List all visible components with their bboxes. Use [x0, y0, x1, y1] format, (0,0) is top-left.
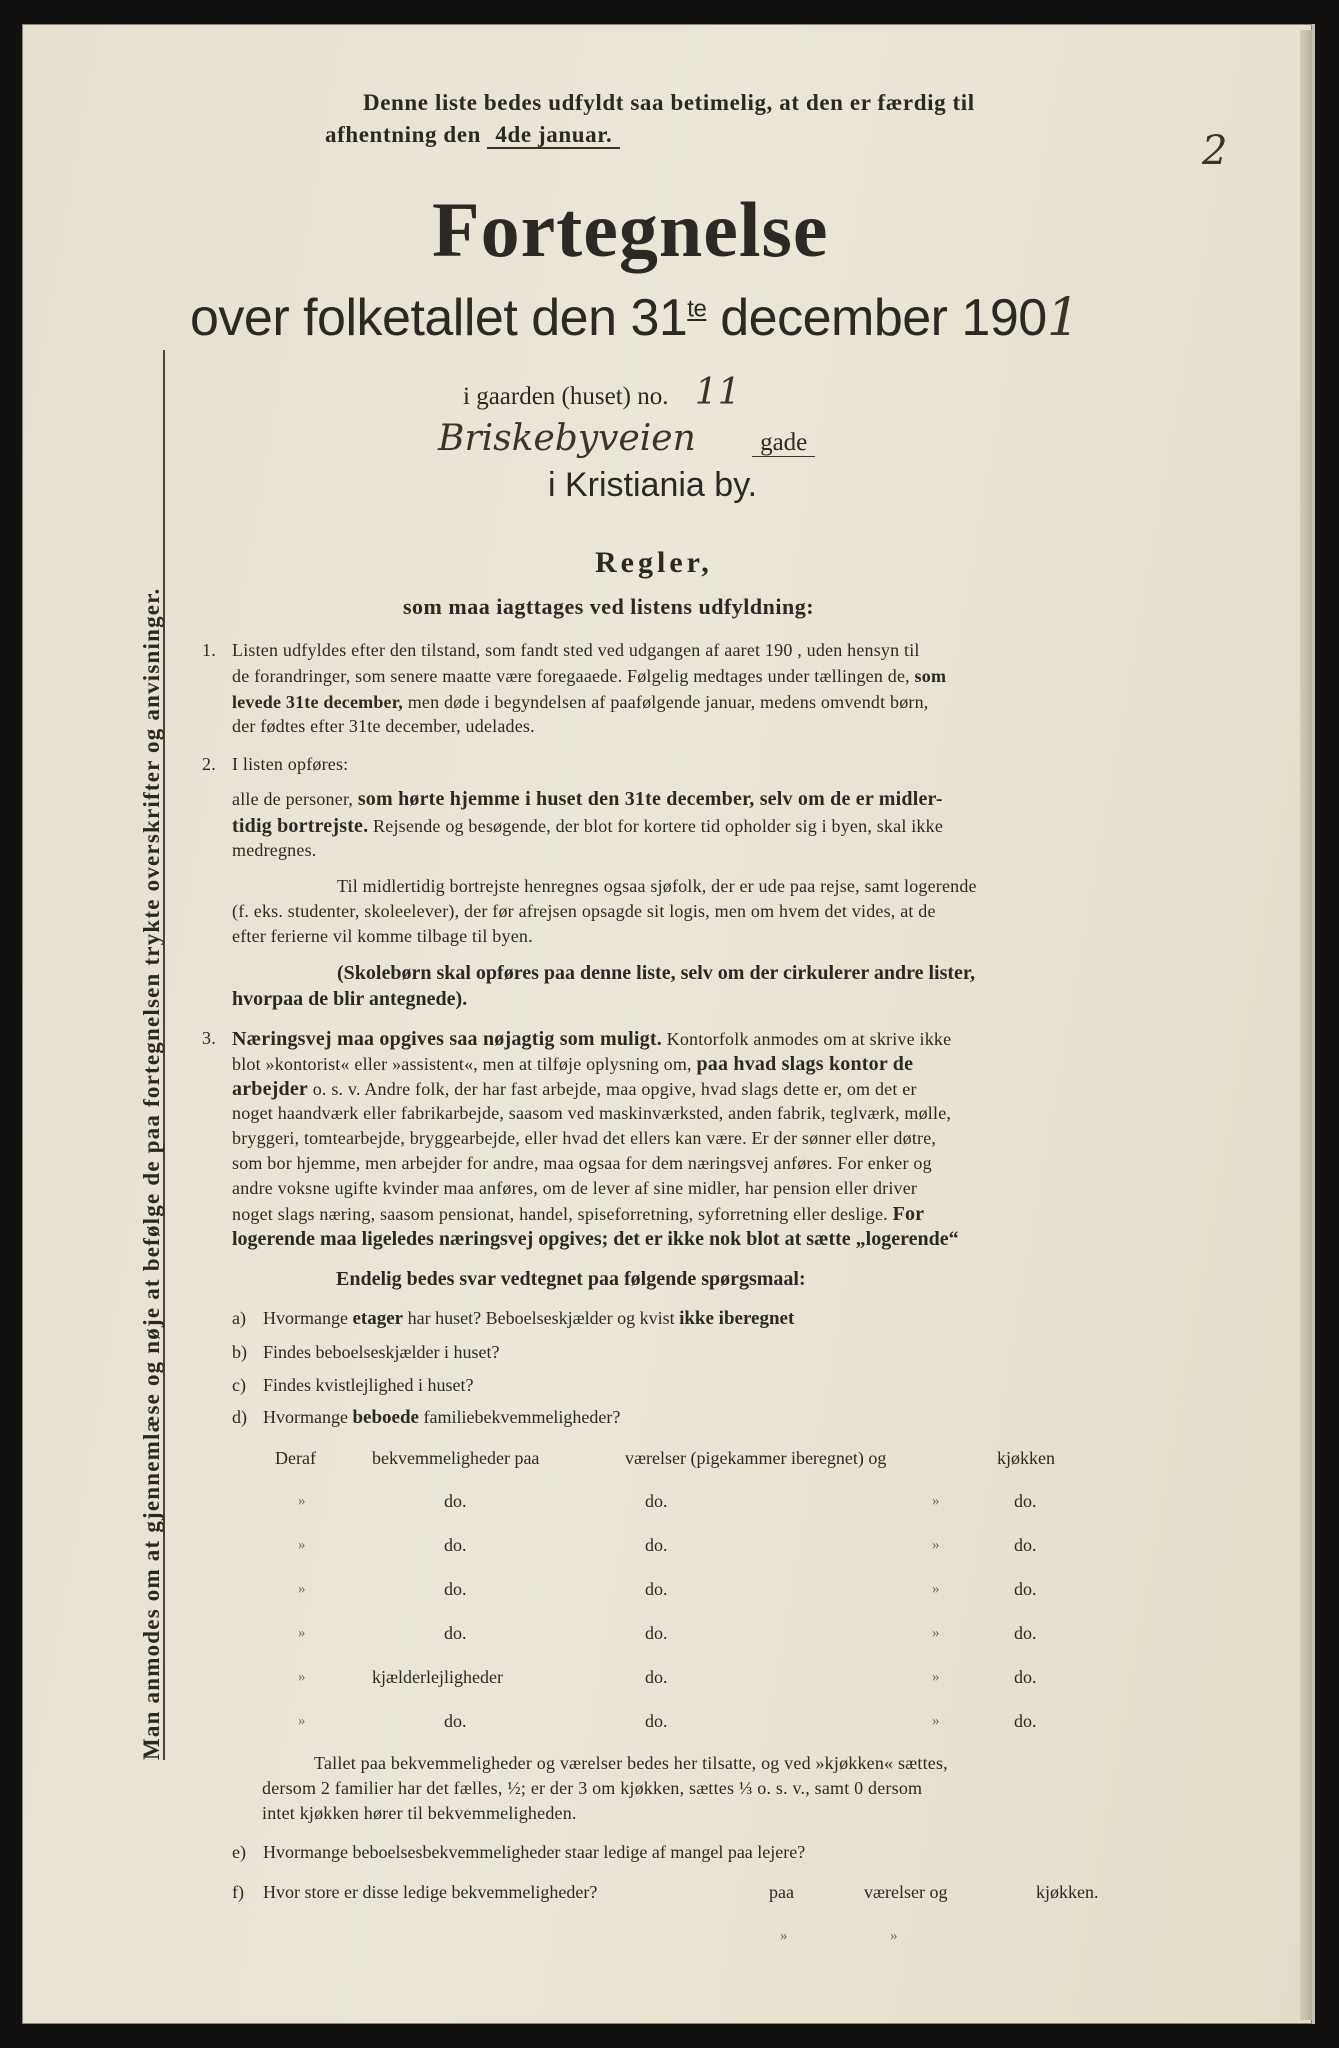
house-line: [463, 372, 741, 413]
rule-1-line-4: der fødtes efter 31te december, udelades.: [232, 716, 535, 736]
question-e: Hvormange beboelsesbekvemmeligheder staar ledige af mangel paa lejere?: [263, 1842, 806, 1862]
rule-2-line-4: medregnes.: [232, 840, 317, 860]
rule-3-line-6: som bor hjemme, men arbejder for andre, maa ogsaa for dem næringsvej anføres. For enker og: [232, 1153, 932, 1173]
table-row-1-kjok: do.: [1014, 1491, 1037, 1511]
house-label: i gaarden (huset) no.: [463, 383, 669, 410]
rule-1-number: 1.: [202, 640, 216, 660]
question-f: Hvor store er disse ledige bekvemmeligheder?: [263, 1882, 598, 1902]
table-header-vaer: værelser (pigekammer iberegnet) og: [625, 1448, 887, 1468]
rule-3-line-4: noget haandværk eller fabrikarbejde, saasom ved maskinværksted, anden fabrik, teglværk, mølle,: [232, 1103, 952, 1123]
rule-3-line-8-text: noget slags næring, saasom pensionat, handel, spiseforretning, syforretning eller deslige.: [232, 1204, 888, 1224]
rule-2-line-2-bold: som hørte hjemme i huset den 31te december, selv om de er midler-: [357, 788, 943, 810]
page-number: 2: [1202, 128, 1228, 174]
rule-2-p2-line-3: efter ferierne vil komme tilbage til byen.: [232, 926, 533, 946]
rule-2-line-2: [232, 788, 943, 811]
rule-3-line-3: [232, 1078, 917, 1101]
ditto-mark: »: [932, 1537, 940, 1553]
ditto-mark: »: [932, 1581, 940, 1597]
table-row-6-kjok: do.: [1014, 1711, 1037, 1731]
table-row-5-bekv: kjælderlejligheder: [372, 1667, 503, 1687]
question-d-label: d): [232, 1407, 247, 1427]
rule-2-p2-line-2: (f. eks. studenter, skoleelever), der før afrejsen opsagde sit logis, men om hvem det vides, at de: [232, 901, 936, 921]
street-suffix: gade: [752, 429, 815, 457]
table-row-6-vaer: do.: [645, 1711, 668, 1731]
ditto-mark: »: [298, 1625, 306, 1641]
question-d-bold: beboede: [352, 1407, 419, 1428]
question-f-vaer: værelser og: [864, 1882, 948, 1902]
rule-3-line-2-text: blot »kontorist« eller »assistent«, men at tilføje oplysning om,: [232, 1054, 692, 1074]
street-line: [438, 418, 815, 459]
rule-3-number: 3.: [202, 1028, 216, 1048]
subtitle-sup: te: [687, 295, 707, 323]
table-row-2-kjok: do.: [1014, 1535, 1037, 1555]
question-d: [263, 1407, 620, 1429]
rule-2-p3-line-2: hvorpaa de blir antegnede).: [232, 988, 468, 1010]
table-row-1-vaer: do.: [645, 1491, 668, 1511]
subtitle: [190, 288, 1079, 348]
question-b: Findes beboelseskjælder i huset?: [263, 1342, 500, 1362]
paper-edge: [1300, 30, 1312, 2020]
side-instruction: Man anmodes om at gjennemlæse og nøje at befølge de paa fortegnelsen trykte overskrifter og anvisninger.: [139, 587, 164, 1760]
rules-heading: Regler,: [595, 546, 713, 579]
ditto-mark: »: [298, 1493, 306, 1509]
question-f-paa: paa: [769, 1882, 794, 1902]
question-a-bold-2: ikke iberegnet: [679, 1308, 795, 1329]
city-line: i Kristiania by.: [548, 466, 758, 504]
table-row-3-vaer: do.: [645, 1579, 668, 1599]
question-a-label: a): [232, 1308, 246, 1328]
table-row-4-bekv: do.: [444, 1623, 467, 1643]
ditto-mark: »: [932, 1493, 940, 1509]
table-row-5-vaer: do.: [645, 1667, 668, 1687]
ditto-mark: »: [298, 1669, 306, 1685]
rule-1-line-3-text: men døde i begyndelsen af paafølgende januar, medens omvendt børn,: [407, 692, 929, 712]
rule-2-p2-line-1: Til midlertidig bortrejste henregnes ogsaa sjøfolk, der er ude paa rejse, samt logerende: [337, 876, 977, 896]
street-name: Briskebyveien: [438, 418, 696, 459]
rules-subheading: som maa iagttages ved listens udfyldning:: [403, 594, 815, 619]
ditto-mark: »: [890, 1928, 898, 1944]
note-line-3: intet kjøkken hører til bekvemmeligheden.: [262, 1803, 577, 1823]
ditto-mark: »: [932, 1669, 940, 1685]
table-row-5-kjok: do.: [1014, 1667, 1037, 1687]
rule-3-line-1-bold: Næringsvej maa opgives saa nøjagtig som muligt.: [232, 1028, 662, 1050]
rule-1-line-3: [232, 692, 929, 713]
subtitle-prefix: over folketallet den 31: [190, 289, 688, 347]
table-row-3-kjok: do.: [1014, 1579, 1037, 1599]
rule-3-line-7: andre voksne ugifte kvinder maa anføres, om de lever af sine midler, har pension eller driver: [232, 1178, 918, 1198]
question-d-text-1: Hvormange: [263, 1407, 348, 1427]
rule-1-line-2-text: de forandringer, som senere maatte være foregaaede. Følgelig medtages under tællingen de,: [232, 666, 910, 686]
question-c: Findes kvistlejlighed i huset?: [263, 1375, 474, 1395]
rule-1-line-2-bold: som: [914, 666, 947, 686]
ditto-mark: »: [298, 1581, 306, 1597]
rule-3-line-5: bryggeri, tomtearbejde, bryggearbejde, eller hvad det ellers kan være. Er der sønner eller døtre,: [232, 1128, 937, 1148]
table-header-deraf: Deraf: [275, 1448, 316, 1468]
table-row-1-bekv: do.: [444, 1491, 467, 1511]
table-row-4-vaer: do.: [645, 1623, 668, 1643]
note-line-2: dersom 2 familier har det fælles, ½; er der 3 om kjøkken, sættes ⅓ o. s. v., samt 0 dersom: [262, 1778, 923, 1798]
house-number: 11: [694, 372, 741, 413]
rule-2-line-2-text: alle de personer,: [232, 789, 354, 809]
notice-line-2: [325, 122, 620, 148]
page-title: Fortegnelse: [432, 186, 829, 273]
ditto-mark: »: [932, 1625, 940, 1641]
question-c-label: c): [232, 1375, 246, 1395]
rule-1-line-1: Listen udfyldes efter den tilstand, som fandt sted ved udgangen af aaret 190 , uden hensyn til: [232, 640, 920, 660]
rule-3-line-8-bold: For: [892, 1203, 925, 1225]
notice-prefix: afhentning den: [325, 122, 482, 147]
rule-1-line-3-bold: levede 31te december,: [232, 692, 403, 712]
table-row-2-vaer: do.: [645, 1535, 668, 1555]
rule-2-line-1: I listen opføres:: [232, 754, 349, 774]
question-e-label: e): [232, 1842, 246, 1862]
rule-3-line-9: logerende maa ligeledes næringsvej opgives; det er ikke nok blot at sætte „logerende“: [232, 1228, 959, 1250]
rule-3-line-3-bold: arbejder: [232, 1078, 309, 1100]
table-row-2-bekv: do.: [444, 1535, 467, 1555]
table-header-bekv: bekvemmeligheder paa: [372, 1448, 540, 1468]
rule-2-line-3-text: Rejsende og besøgende, der blot for kortere tid opholder sig i byen, skal ikke: [373, 816, 944, 836]
ditto-mark: »: [780, 1928, 788, 1944]
table-row-6-bekv: do.: [444, 1711, 467, 1731]
subtitle-suffix: december 190: [720, 289, 1047, 347]
table-row-4-kjok: do.: [1014, 1623, 1037, 1643]
rule-3-line-1: [232, 1028, 951, 1051]
question-d-text-2: familiebekvemmeligheder?: [423, 1407, 621, 1427]
rule-3-line-2: [232, 1053, 913, 1076]
ditto-mark: »: [932, 1713, 940, 1729]
question-f-label: f): [232, 1882, 244, 1902]
rule-3-line-1-text: Kontorfolk anmodes om at skrive ikke: [666, 1029, 952, 1049]
questions-heading: Endelig bedes svar vedtegnet paa følgende spørgsmaal:: [336, 1268, 806, 1290]
question-b-label: b): [232, 1342, 247, 1362]
question-f-kjok: kjøkken.: [1036, 1882, 1099, 1902]
year-digit: 1: [1046, 288, 1080, 348]
rule-1-line-2: [232, 666, 946, 687]
rule-2-number: 2.: [202, 754, 216, 774]
rule-2-p3-line-1: (Skolebørn skal opføres paa denne liste, selv om der cirkulerer andre lister,: [337, 962, 975, 984]
question-a-text-2: har huset? Beboelseskjælder og kvist: [407, 1308, 675, 1328]
notice-date: 4de januar.: [487, 122, 620, 149]
question-a-bold-1: etager: [352, 1308, 404, 1329]
question-a: [263, 1308, 794, 1330]
rule-2-line-3: [232, 815, 943, 838]
rule-3-line-3-text: o. s. v. Andre folk, der har fast arbejde, maa opgive, hvad slags dette er, om det er: [312, 1079, 917, 1099]
table-row-3-bekv: do.: [444, 1579, 467, 1599]
ditto-mark: »: [298, 1537, 306, 1553]
ditto-mark: »: [298, 1713, 306, 1729]
rule-2-line-3-bold: tidig bortrejste.: [232, 815, 369, 837]
notice-line-1: Denne liste bedes udfyldt saa betimelig, at den er færdig til: [363, 90, 975, 115]
rule-3-line-8: [232, 1203, 924, 1226]
rule-3-line-2-bold: paa hvad slags kontor de: [696, 1053, 914, 1075]
question-a-text-1: Hvormange: [263, 1308, 348, 1328]
note-line-1: Tallet paa bekvemmeligheder og værelser bedes her tilsatte, og ved »kjøkken« sættes,: [314, 1753, 948, 1773]
table-header-kjok: kjøkken: [997, 1448, 1055, 1468]
